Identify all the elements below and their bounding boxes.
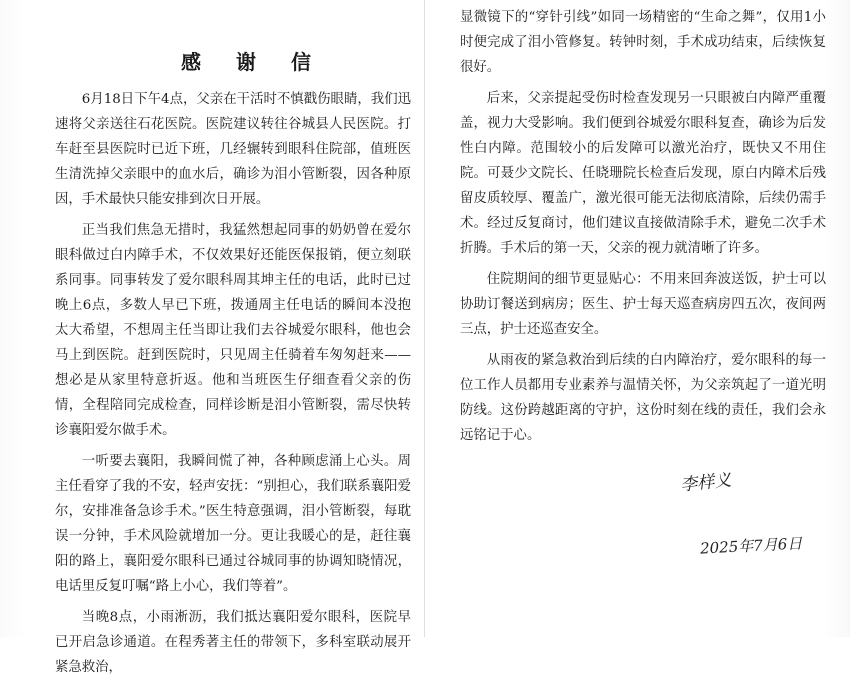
paragraph: 显微镜下的“穿针引线”如同一场精密的“生命之舞”，仅用1小时便完成了泪小管修复。转钟时刻，手术成功结束，后续恢复很好。	[460, 10, 826, 75]
paragraph: 当晚8点，小雨淅沥，我们抵达襄阳爱尔眼科，医院早已开启急诊通道。在程秀著主任的带领下，多科室联动展开紧急救治，	[55, 610, 411, 675]
paragraph: 正当我们焦急无措时，我猛然想起同事的奶奶曾在爱尔眼科做过白内障手术，不仅效果好还能医保报销，便立刻联系同事。同事转发了爱尔眼科周其坤主任的电话，此时已过晚上6点，多数人早已下班，拨通周主任电话的瞬间本没抱太大希望，不想周主任当即让我们去谷城爱尔眼科，他也会马上到医院。赶到医院时，只见周主任骑着车匆匆赶来——想必是从家里特意折返。他和当班医生仔细查看父亲的伤情，全程陪同完成检查，同样诊断是泪小管断裂，需尽快转诊襄阳爱尔做手术。	[55, 223, 411, 438]
letter-title: 感 谢 信	[181, 50, 325, 74]
paragraph: 后来，父亲提起受伤时检查发现另一只眼被白内障严重覆盖，视力大受影响。我们便到谷城爱尔眼科复查，确诊为后发性白内障。范围较小的后发障可以激光治疗，既快又不用住院。可聂少文院长、任晓珊院长检查后发现，原白内障术后残留皮质较厚、覆盖广，激光很可能无法彻底清除，后续仍需手术。经过反复商讨，他们建议直接做清除手术，避免二次手术折腾。手术后的第一天，父亲的视力就清晰了许多。	[460, 91, 826, 256]
handwritten-date: 2025年7月6日	[699, 534, 803, 558]
paragraph: 一听要去襄阳，我瞬间慌了神，各种顾虑涌上心头。周主任看穿了我的不安，轻声安抚：“别担心，我们联系襄阳爱尔，安排准备急诊手术。”医生特意强调，泪小管断裂，每耽误一分钟，手术风险就增加一分。更让我暖心的是，赶往襄阳的路上，襄阳爱尔眼科已通过谷城同事的协调知晓情况，电话里反复叮嘱“路上小心，我们等着”。	[55, 454, 411, 594]
paragraph: 从雨夜的紧急救治到后续的白内障治疗，爱尔眼科的每一位工作人员都用专业素养与温情关怀，为父亲筑起了一道光明防线。这份跨越距离的守护，这份时刻在线的责任，我们会永远铭记于心。	[460, 353, 826, 443]
paragraph: 6月18日下午4点，父亲在干活时不慎戳伤眼睛，我们迅速将父亲送往石花医院。医院建议转往谷城县人民医院。打车赶至县医院时已近下班，几经辗转到眼科住院部，值班医生清洗掉父亲眼中的血水后，确诊为泪小管断裂，因各种原因，手术最快只能安排到次日开展。	[55, 92, 411, 207]
handwritten-signature: 李样义	[679, 470, 733, 496]
paragraph: 住院期间的细节更显贴心：不用来回奔波送饭，护士可以协助订餐送到病房；医生、护士每天巡查病房四五次，夜间两三点，护士还巡查安全。	[460, 272, 826, 337]
left-page	[0, 0, 425, 675]
